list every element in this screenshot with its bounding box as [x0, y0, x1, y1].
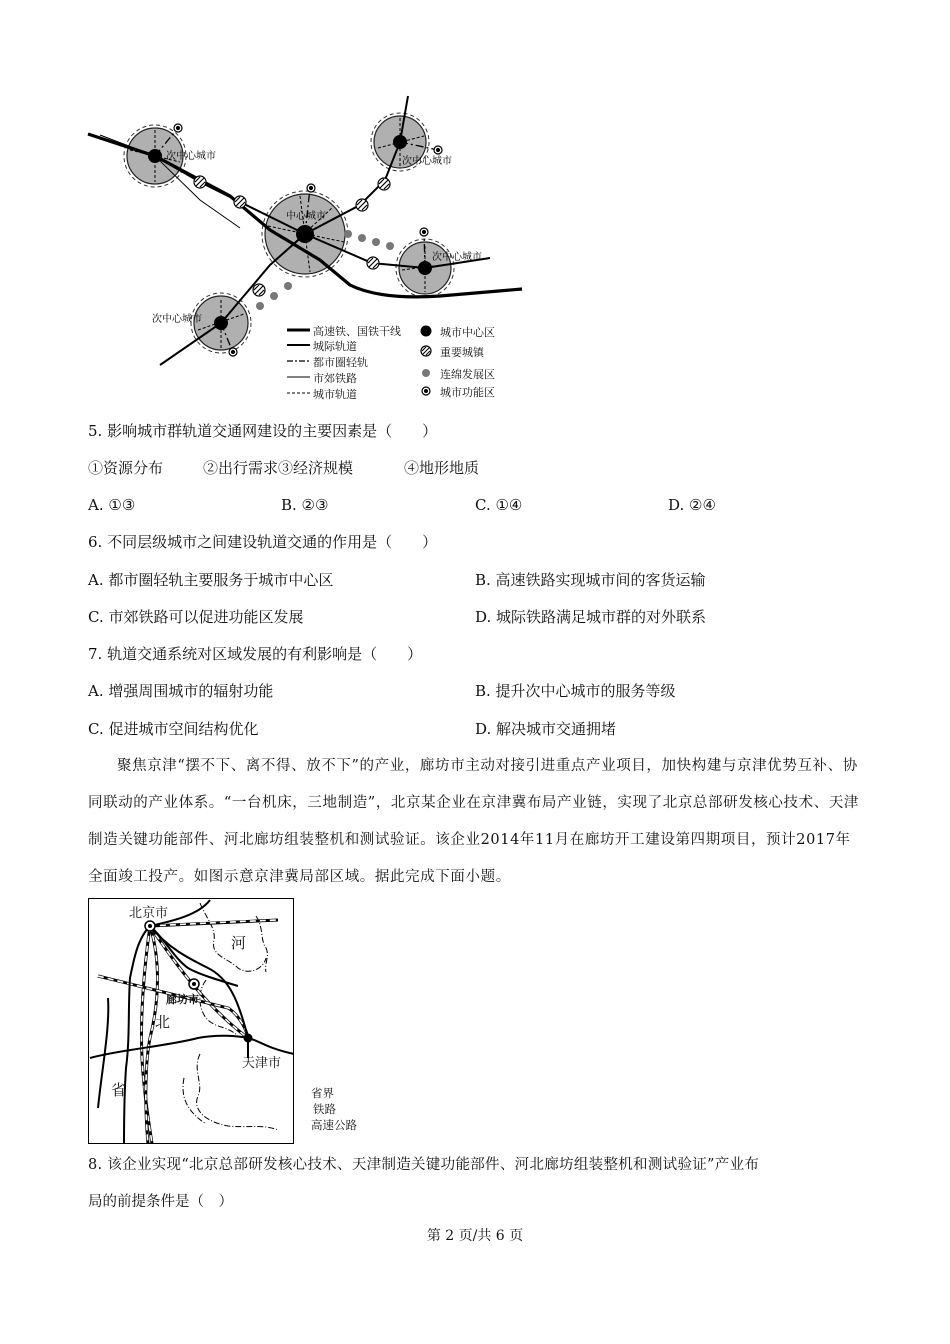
legend-functional-area: 城市功能区 [440, 386, 495, 399]
province-boundaries [182, 903, 277, 1130]
map-legend-province-boundary: 省界 [311, 1086, 334, 1100]
map-label-he: 河 [231, 934, 247, 952]
q7-stem: 7. 轨道交通系统对区域发展的有利影响是（ ） [88, 645, 423, 663]
legend-metro-light-rail: 都市圈轻轨 [313, 356, 368, 369]
q5-option-d[interactable]: D. ②④ [668, 496, 716, 514]
jingjinji-map [88, 898, 357, 1144]
q5-option-c[interactable]: C. ①④ [475, 496, 523, 514]
q7-option-c[interactable]: C. 促进城市空间结构优化 [88, 720, 259, 738]
city-label-e: 次中心城市 [432, 252, 482, 263]
map-label-bei: 北 [155, 1013, 171, 1031]
q5-item-3: ④地形地质 [404, 459, 480, 477]
legend-important-town: 重要城镇 [440, 346, 484, 359]
q8-stem-line2: 局的前提条件是（ ） [88, 1194, 233, 1210]
q6-option-c[interactable]: C. 市郊铁路可以促进功能区发展 [88, 608, 304, 626]
city-label-ne: 次中心城市 [402, 156, 452, 167]
q6-stem: 6. 不同层级城市之间建设轨道交通的作用是（ ） [88, 533, 438, 551]
q7-option-a[interactable]: A. 增强周围城市的辐射功能 [88, 682, 274, 700]
map-label-sheng: 省 [111, 1081, 127, 1099]
legend-city-rail: 城市轨道 [313, 388, 357, 401]
legend-suburban-rail: 市郊铁路 [313, 372, 357, 385]
q6-option-b[interactable]: B. 高速铁路实现城市间的客货运输 [475, 571, 706, 589]
map-label-beijing: 北京市 [129, 906, 169, 921]
q5-item-2: ②出行需求③经济规模 [203, 459, 354, 477]
q7-option-d[interactable]: D. 解决城市交通拥堵 [475, 720, 617, 738]
legend-intercity-rail: 城际轨道 [313, 340, 357, 353]
legend-city-center: 城市中心区 [440, 326, 495, 339]
legend-continuous-development: 连绵发展区 [440, 368, 495, 381]
city-label-center: 中心城市 [286, 211, 326, 222]
legend-high-speed-rail: 高速铁、国铁干线 [313, 325, 401, 338]
jingjinji-map-graphic [88, 898, 294, 1144]
q6-option-d[interactable]: D. 城际铁路满足城市群的对外联系 [475, 608, 707, 626]
page-footer: 第 2 页/共 6 页 [426, 1228, 524, 1244]
q7-option-b[interactable]: B. 提升次中心城市的服务等级 [475, 682, 676, 700]
q5-item-1: ①资源分布 [88, 459, 164, 477]
highways [90, 900, 294, 1144]
map-label-tianjin: 天津市 [242, 1056, 282, 1071]
map-legend-railway: 铁路 [313, 1102, 336, 1116]
reading-passage: 聚焦京津“摆不下、离不得、放不下”的产业，廊坊市主动对接引进重点产业项目，加快构建与京津优势互补、协同联动的产业体系。“一台机床，三地制造”，北京某企业在京津冀布局产业链，实现了北京总部研发核心技术、天津制造关键功能部件、河北廊坊组装整机和测试验证。该企业2014年11月在廊坊开工建设第四期项目，预计2017年全面竣工投产。如图示意京津冀局部区域。据此完成下面小题。 [88, 758, 860, 885]
map-legend-highway: 高速公路 [311, 1118, 357, 1132]
q5-stem: 5. 影响城市群轨道交通网建设的主要因素是（ ） [88, 422, 438, 440]
q6-option-a[interactable]: A. 都市圈轻轨主要服务于城市中心区 [88, 571, 334, 589]
q5-option-a[interactable]: A. ①③ [88, 496, 136, 514]
rail-network-diagram [80, 90, 540, 410]
q8-stem-line1: 8. 该企业实现“北京总部研发核心技术、天津制造关键功能部件、河北廊坊组装整机和测试验证”产业布 [88, 1157, 760, 1173]
map-label-langfang: 廊坊市 [166, 993, 199, 1006]
city-label-nw: 次中心城市 [166, 151, 216, 162]
city-label-sw: 次中心城市 [152, 314, 202, 325]
q5-option-b[interactable]: B. ②③ [281, 496, 329, 514]
